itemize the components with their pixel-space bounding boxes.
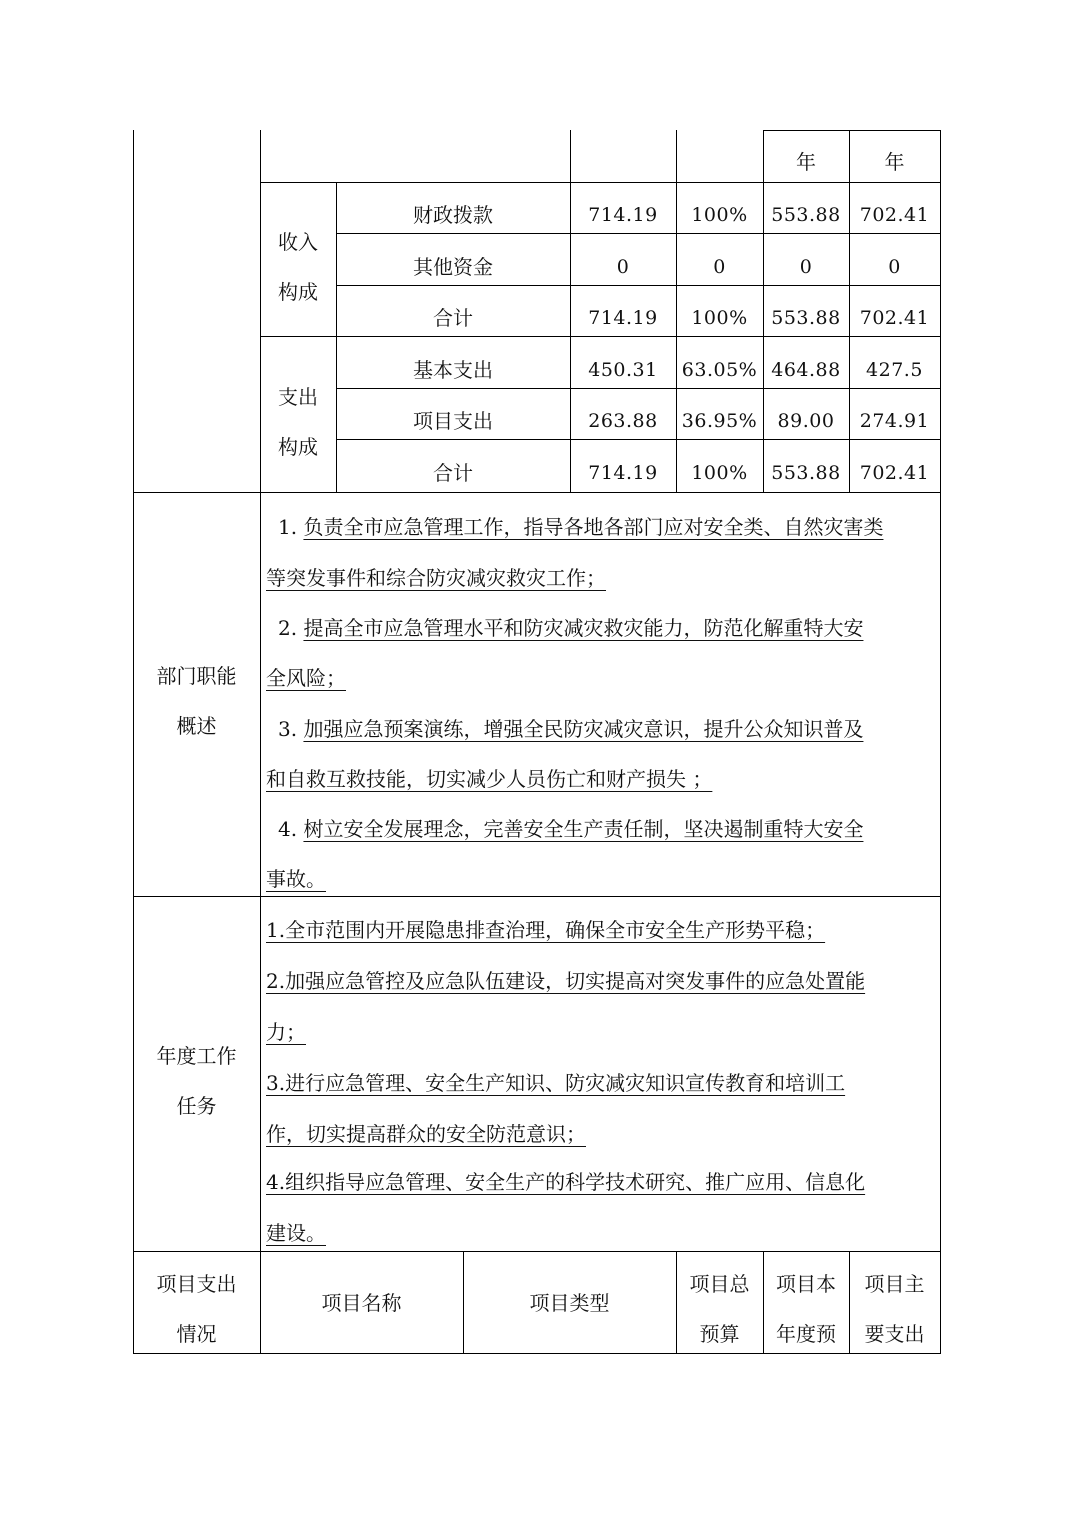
tasks-line: 3.进行应急管理、安全生产知识、防灾减灾知识宣传教育和培训工 [266,1071,846,1095]
row-name: 其他资金 [413,255,493,279]
tasks-line: 建设。 [266,1221,326,1245]
row-year-1: 553.88 [771,307,841,329]
functions-line: 2. 提高全市应急管理水平和防灾减灾救灾能力，防范化解重特大安 [278,616,864,640]
project-name-header: 项目名称 [321,1290,402,1315]
header-row-bottom [260,182,941,183]
tasks-label: 年度工作 任务 [156,1044,237,1118]
row-ratio: 63.05% [681,359,758,381]
row-name: 项目支出 [413,409,493,433]
income-group-label: 收入 构成 [278,230,318,304]
row-ratio: 0 [713,256,726,278]
row-name: 合计 [433,461,473,485]
functions-line: 4. 树立安全发展理念，完善安全生产责任制，坚决遏制重特大安全 [278,817,864,841]
expense-group-label: 支出 构成 [278,385,318,459]
row-name: 基本支出 [413,358,493,382]
row-ratio: 100% [691,462,748,484]
functions-line: 3. 加强应急预案演练，增强全民防灾减灾意识，提升公众知识普及 [278,717,864,741]
functions-line: 和自救互救技能，切实减少人员伤亡和财产损失 ； [266,767,713,791]
project-label: 项目支出 情况 [156,1272,237,1346]
row-year-2: 702.41 [859,204,930,226]
section-line [133,896,941,897]
row-amount: 450.31 [588,359,658,381]
row-amount: 714.19 [588,204,658,226]
row-name: 财政拨款 [413,203,493,227]
row-year-1: 553.88 [771,462,841,484]
row-year-2: 702.41 [859,462,930,484]
project-type-header: 项目类型 [529,1290,610,1315]
row-amount: 714.19 [588,462,658,484]
project-year-header: 项目本 年度预 [776,1272,836,1346]
row-year-2: 427.5 [866,359,923,381]
project-total-header: 项目总 预算 [689,1272,750,1346]
functions-label: 部门职能 概述 [156,664,237,738]
table-border-right [940,130,941,1354]
row-amount: 263.88 [588,410,658,432]
row-name: 合计 [433,306,473,330]
tasks-line: 4.组织指导应急管理、安全生产的科学技术研究、推广应用、信息化 [266,1170,866,1194]
header-year-1: 年 [796,150,816,174]
row-year-1: 89.00 [777,410,835,432]
year-columns-top-border [763,130,941,131]
row-year-2: 274.91 [859,410,930,432]
header-year-2: 年 [884,150,905,174]
row-amount: 714.19 [588,307,658,329]
row-ratio: 100% [691,307,748,329]
row-ratio: 100% [691,204,748,226]
tasks-line: 力； [266,1020,306,1044]
row-ratio: 36.95% [681,410,758,432]
functions-line: 事故。 [266,867,326,891]
functions-line: 全风险； [266,666,346,690]
row-year-1: 553.88 [771,204,841,226]
functions-line: 1. 负责全市应急管理工作，指导各地各部门应对安全类、自然灾害类 [278,515,884,539]
functions-line: 等突发事件和综合防灾减灾救灾工作； [266,566,606,590]
row-year-2: 0 [888,256,901,278]
row-year-1: 0 [799,256,813,278]
tasks-line: 2.加强应急管控及应急队伍建设，切实提高对突发事件的应急处置能 [266,969,866,993]
row-year-2: 702.41 [859,307,930,329]
project-main-header: 项目主 要支出 [864,1272,925,1346]
tasks-line: 作，切实提高群众的安全防范意识； [266,1122,586,1146]
row-year-1: 464.88 [771,359,841,381]
row-amount: 0 [616,256,630,278]
tasks-line: 1.全市范围内开展隐患排查治理，确保全市安全生产形势平稳； [266,918,826,942]
